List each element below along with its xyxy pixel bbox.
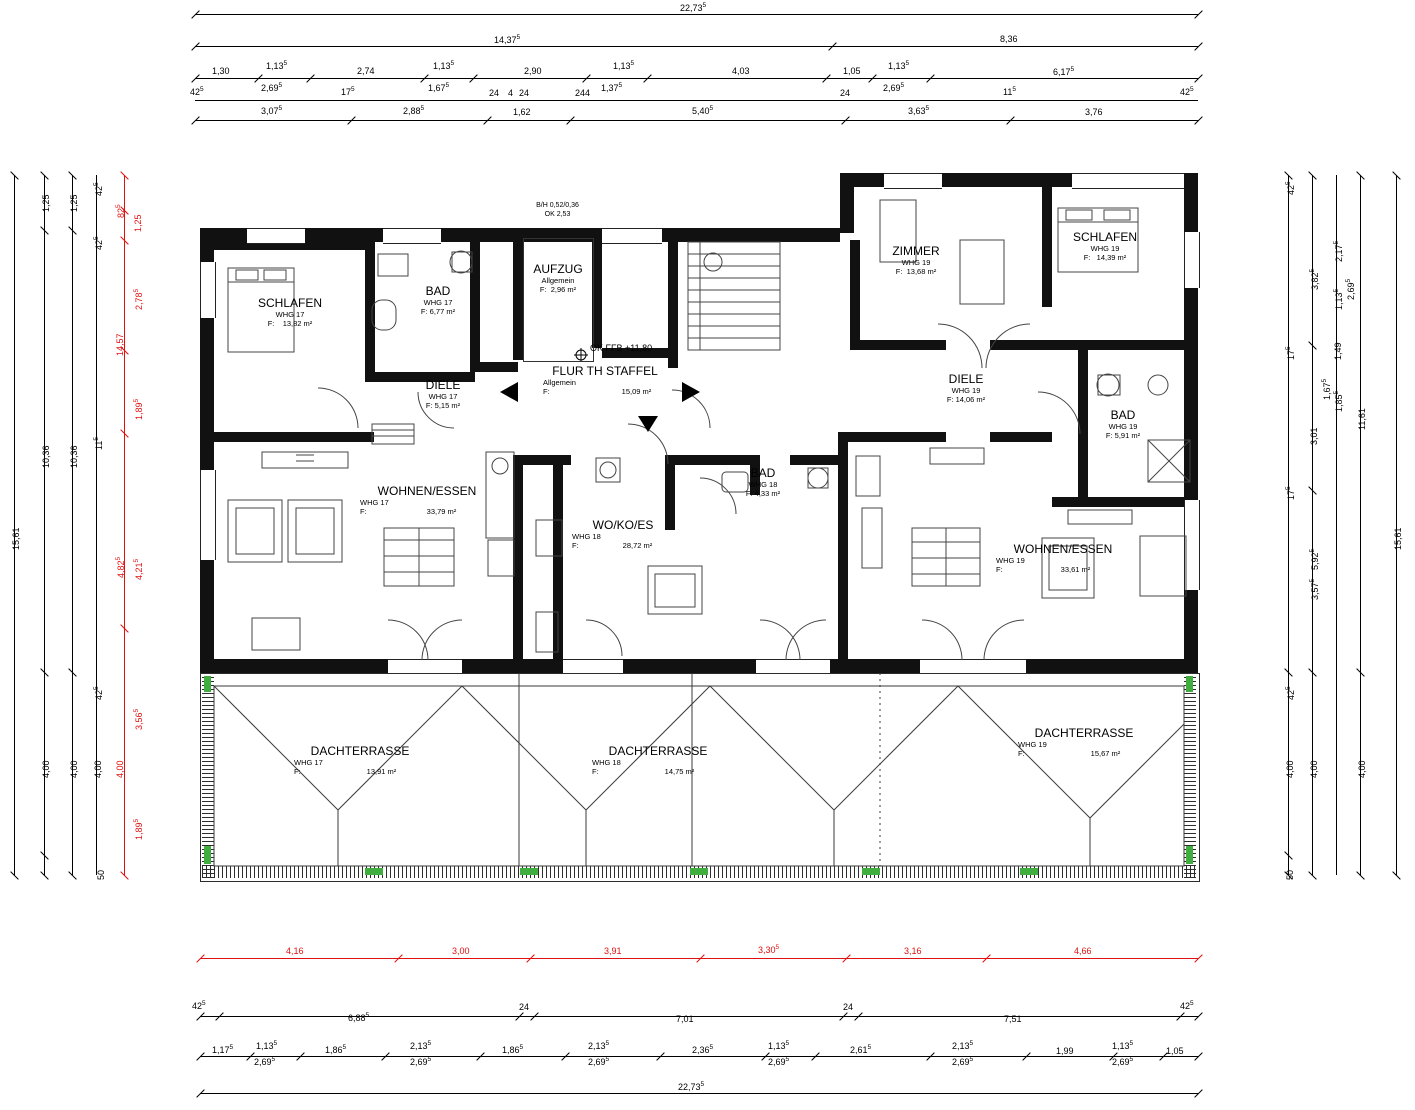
room-label-aufzug bbox=[503, 262, 613, 294]
area-label: F: bbox=[360, 507, 367, 516]
dim-bottom-2695-c: 2,69$^5$ bbox=[588, 1056, 610, 1067]
dim-right-425-b: $42^5$ bbox=[1285, 686, 1296, 700]
dim-top-130: 1,30 bbox=[212, 66, 230, 76]
wall-interior-h10 bbox=[1052, 340, 1184, 350]
dim-right-301: 3,01 bbox=[1309, 427, 1319, 445]
dim-left-425-b: $42^5$ bbox=[93, 236, 104, 250]
dim-line-top-4 bbox=[195, 100, 1198, 101]
dim-bottom-2695-f: 2,69$^5$ bbox=[1112, 1056, 1134, 1067]
dim-top-162: 1,62 bbox=[513, 107, 531, 117]
dim-bottom-391: 3,91 bbox=[604, 946, 622, 956]
dim-bottom-199: 1,99 bbox=[1056, 1046, 1074, 1056]
dim-left-1036-a: 10,36 bbox=[41, 445, 51, 468]
room-name: WOHNEN/ESSEN bbox=[377, 484, 477, 498]
dim-top-1375: 1,37$^5$ bbox=[601, 82, 623, 93]
room-name: DIELE bbox=[948, 372, 984, 386]
level-note-text: OK FFB +11,80 bbox=[590, 343, 653, 353]
dim-left-50-a: 50 bbox=[96, 869, 106, 880]
dim-right-50: 50 bbox=[1285, 869, 1295, 880]
wall-interior-h1 bbox=[214, 432, 374, 442]
wall-interior-h3 bbox=[470, 362, 518, 372]
room-area-row bbox=[230, 319, 350, 328]
room-area-row bbox=[868, 267, 964, 276]
window-top-5 bbox=[1072, 173, 1184, 189]
dim-top-24-c: 24 bbox=[840, 88, 851, 98]
area-value: 5,91 m² bbox=[1114, 431, 1141, 440]
dim-bottom-1175: 1,17$^5$ bbox=[212, 1044, 234, 1055]
dim-right-425-a: $42^5$ bbox=[1285, 181, 1296, 195]
area-label: F: bbox=[539, 285, 547, 294]
dim-bottom-6885: 6,88$^5$ bbox=[348, 1012, 370, 1023]
room-label-schlafen-17 bbox=[230, 296, 350, 328]
dim-bottom-425-a: $42^5$ bbox=[192, 1000, 206, 1011]
room-name: SCHLAFEN bbox=[1072, 230, 1137, 244]
area-value: 13,68 m² bbox=[906, 267, 937, 276]
area-label: F: bbox=[946, 395, 954, 404]
dim-line-bottom-3 bbox=[200, 1056, 1198, 1057]
room-name: FLUR TH STAFFEL bbox=[552, 364, 658, 378]
terrace-marker-4 bbox=[1186, 846, 1193, 864]
dim-top-1675: 1,67$^5$ bbox=[428, 82, 450, 93]
room-area-row bbox=[525, 387, 685, 396]
room-label-bad-19 bbox=[1078, 408, 1168, 440]
room-area-row bbox=[718, 489, 808, 498]
dim-right-1561: 15,61 bbox=[1393, 527, 1403, 550]
terrace-block bbox=[200, 673, 1200, 882]
dim-bottom-416: 4,16 bbox=[286, 946, 304, 956]
terrace-marker-8 bbox=[862, 868, 880, 875]
room-unit: WHG 18 bbox=[748, 480, 778, 489]
room-unit: Allgemein bbox=[541, 276, 575, 285]
room-unit: Allgemein bbox=[543, 378, 576, 387]
dim-bottom-751: 7,51 bbox=[1004, 1014, 1022, 1024]
dim-line-top-5 bbox=[195, 120, 1198, 121]
dim-left-400-red: 4,00 bbox=[115, 760, 125, 778]
dim-bottom-1865-b: 1,86$^5$ bbox=[502, 1044, 524, 1055]
room-name: DACHTERRASSE bbox=[608, 744, 708, 758]
room-unit: WHG 17 bbox=[423, 298, 453, 307]
dim-top-24-a: 24 bbox=[489, 88, 500, 98]
dim-line-left-1 bbox=[14, 175, 15, 875]
room-label-wokoes-18 bbox=[558, 518, 688, 550]
area-value: 13,91 m² bbox=[366, 767, 397, 776]
dim-left-425-a: $42^5$ bbox=[93, 182, 104, 196]
room-label-wohnen-essen-17 bbox=[352, 484, 502, 516]
dim-top-3635: 3,63$^5$ bbox=[908, 105, 930, 116]
area-value: 13,82 m² bbox=[282, 319, 313, 328]
dim-left-400-c: 4,00 bbox=[93, 760, 103, 778]
dim-bottom-300: 3,00 bbox=[452, 946, 470, 956]
room-area-row bbox=[558, 541, 688, 550]
dim-left-4825-red: 4,82$^5$ bbox=[115, 556, 126, 578]
dim-bottom-2695-e: 2,69$^5$ bbox=[952, 1056, 974, 1067]
terrace-marker-5 bbox=[365, 868, 383, 875]
room-unit: WHG 19 bbox=[1108, 422, 1138, 431]
dim-top-1135-d: 1,13$^5$ bbox=[888, 60, 910, 71]
room-name: WO/KO/ES bbox=[592, 518, 654, 532]
dim-top-1437: 14,37$^5$ bbox=[494, 34, 521, 45]
dim-left-1561: 15,61 bbox=[11, 527, 21, 550]
room-unit: WHG 19 bbox=[1018, 740, 1047, 749]
dim-top-total: 22,73$^5$ bbox=[680, 2, 707, 13]
elevator-shaft bbox=[523, 238, 594, 362]
area-value: 28,72 m² bbox=[622, 541, 653, 550]
dim-top-1135-a: 1,13$^5$ bbox=[266, 60, 288, 71]
dim-left-1036-b: 10,36 bbox=[69, 445, 79, 468]
dim-left-400-b: 4,00 bbox=[69, 760, 79, 778]
area-value: 4,33 m² bbox=[754, 489, 781, 498]
room-name: BAD bbox=[1110, 408, 1136, 422]
window-right-1 bbox=[1184, 232, 1200, 288]
wall-bottom-outer bbox=[200, 659, 1198, 673]
area-label: F: bbox=[294, 767, 301, 776]
room-label-dachterrasse-17 bbox=[272, 744, 448, 776]
dim-bottom-316: 3,16 bbox=[904, 946, 922, 956]
area-value: 14,06 m² bbox=[955, 395, 986, 404]
dim-top-274: 2,74 bbox=[357, 66, 375, 76]
room-name: BAD bbox=[750, 466, 776, 480]
area-label: F: bbox=[745, 489, 753, 498]
wall-interior-h8 bbox=[850, 340, 946, 350]
area-label: F: bbox=[572, 541, 579, 550]
room-area-row bbox=[352, 507, 502, 516]
area-value: 6,77 m² bbox=[429, 307, 456, 316]
room-area-row bbox=[503, 285, 613, 294]
elevator-note bbox=[500, 202, 615, 220]
dim-bottom-2135-a: 2,13$^5$ bbox=[410, 1040, 432, 1051]
dim-bottom-3305: 3,30$^5$ bbox=[758, 944, 780, 955]
area-label: F: bbox=[543, 387, 550, 396]
room-label-diele-19 bbox=[916, 372, 1016, 404]
area-label: F: bbox=[895, 267, 903, 276]
dim-top-244: 244 bbox=[575, 88, 591, 98]
terrace-marker-9 bbox=[1020, 868, 1038, 875]
room-unit: WHG 17 bbox=[294, 758, 323, 767]
wall-interior-h7 bbox=[990, 432, 1052, 442]
dim-top-376: 3,76 bbox=[1085, 107, 1103, 117]
wall-interior-v3 bbox=[513, 228, 523, 360]
dim-line-right-5 bbox=[1396, 175, 1397, 875]
wall-right-step bbox=[840, 173, 854, 233]
room-area-row bbox=[272, 767, 448, 776]
dim-top-5405: 5,40$^5$ bbox=[692, 105, 714, 116]
dim-bottom-24-a: 24 bbox=[519, 1002, 530, 1012]
dim-bottom-466: 4,66 bbox=[1074, 946, 1092, 956]
dim-top-425-a: $42^5$ bbox=[190, 86, 204, 97]
dim-bottom-1135-a: 1,13$^5$ bbox=[256, 1040, 278, 1051]
dim-left-425-c: $42^5$ bbox=[93, 686, 104, 700]
room-label-dachterrasse-19 bbox=[996, 726, 1172, 758]
room-area-row bbox=[570, 767, 746, 776]
dim-top-290: 2,90 bbox=[524, 66, 542, 76]
wall-interior-v10 bbox=[838, 432, 848, 662]
room-name: ZIMMER bbox=[892, 244, 940, 258]
dim-top-2695-a: 2,69$^5$ bbox=[261, 82, 283, 93]
terrace-marker-2 bbox=[1186, 676, 1193, 692]
dim-line-top-3 bbox=[195, 78, 1198, 79]
dim-right-1161: 11,61 bbox=[1357, 408, 1367, 430]
dim-top-175: $17^5$ bbox=[341, 86, 355, 97]
elevator-note-line2: OK 2,53 bbox=[544, 210, 571, 218]
wall-interior-h9 bbox=[990, 340, 1052, 350]
room-area-row bbox=[996, 749, 1172, 758]
dim-bottom-2695-d: 2,69$^5$ bbox=[768, 1056, 790, 1067]
dim-top-115: $11^5$ bbox=[1003, 86, 1016, 97]
area-value: 14,39 m² bbox=[1096, 253, 1127, 262]
area-value: 33,61 m² bbox=[1060, 565, 1091, 574]
room-label-diele-17 bbox=[398, 378, 488, 410]
area-value: 5,15 m² bbox=[434, 401, 461, 410]
dim-right-1135: 1,13$^5$ bbox=[1333, 288, 1344, 310]
room-label-dachterrasse-18 bbox=[570, 744, 746, 776]
elevator-note-line1: B/H 0,52/0,36 bbox=[536, 202, 579, 209]
room-unit: WHG 18 bbox=[572, 532, 601, 541]
dim-right-3825: 3,82$^5$ bbox=[1309, 268, 1320, 290]
dim-bottom-2695-b: 2,69$^5$ bbox=[410, 1056, 432, 1067]
room-label-bad-17 bbox=[388, 284, 488, 316]
room-unit: WHG 19 bbox=[901, 258, 931, 267]
terrace-marker-6 bbox=[520, 868, 538, 875]
room-unit: WHG 19 bbox=[996, 556, 1025, 565]
dim-top-4: 4 bbox=[508, 88, 514, 98]
dim-right-175-a: $17^5$ bbox=[1285, 346, 1296, 360]
area-value: 2,96 m² bbox=[550, 285, 577, 294]
terrace-marker-1 bbox=[204, 676, 211, 692]
dim-right-2695-b: 2,69$^5$ bbox=[1345, 278, 1356, 300]
dim-bottom-2615: 2,61$^5$ bbox=[850, 1044, 872, 1055]
room-label-bad-18 bbox=[718, 466, 808, 498]
dim-bottom-1865-a: 1,86$^5$ bbox=[325, 1044, 347, 1055]
window-top-3 bbox=[602, 228, 662, 244]
dim-top-2695-b: 2,69$^5$ bbox=[883, 82, 905, 93]
window-top-1 bbox=[247, 228, 305, 244]
dim-right-5925: 5,92$^5$ bbox=[1309, 548, 1320, 570]
area-label: F: bbox=[996, 565, 1003, 574]
wall-interior-v7 bbox=[553, 455, 563, 665]
room-label-flur-staffel bbox=[525, 364, 685, 396]
dim-top-105: 1,05 bbox=[843, 66, 861, 76]
dim-top-617: 6,17$^5$ bbox=[1053, 66, 1075, 77]
dim-left-825-red: $82^5$ bbox=[115, 204, 126, 218]
room-name: SCHLAFEN bbox=[257, 296, 322, 310]
dim-top-1135-c: 1,13$^5$ bbox=[613, 60, 635, 71]
room-unit: WHG 18 bbox=[592, 758, 621, 767]
area-label: F: bbox=[1018, 749, 1025, 758]
dim-left-125-red: 1,25 bbox=[133, 214, 143, 232]
dim-left-125-b: 1,25 bbox=[69, 194, 79, 212]
room-name: DACHTERRASSE bbox=[1034, 726, 1134, 740]
room-label-wohnen-essen-19 bbox=[988, 542, 1138, 574]
level-note bbox=[590, 343, 652, 353]
terrace-marker-3 bbox=[204, 846, 211, 864]
room-area-row bbox=[916, 395, 1016, 404]
dim-top-425-b: $42^5$ bbox=[1180, 86, 1194, 97]
terrace-marker-7 bbox=[690, 868, 708, 875]
dim-left-2785-red: 2,78$^5$ bbox=[133, 288, 144, 310]
dim-right-1675: 1,67$^5$ bbox=[1321, 378, 1332, 400]
area-value: 14,75 m² bbox=[664, 767, 695, 776]
dim-bottom-701: 7,01 bbox=[676, 1014, 694, 1024]
dim-top-403: 4,03 bbox=[732, 66, 750, 76]
dim-bottom-24-b: 24 bbox=[843, 1002, 854, 1012]
window-left-1 bbox=[200, 262, 216, 318]
wall-interior-v1 bbox=[365, 242, 375, 382]
window-right-2 bbox=[1184, 500, 1200, 590]
room-unit: WHG 19 bbox=[951, 386, 981, 395]
window-left-2 bbox=[200, 470, 216, 560]
room-area-row bbox=[398, 401, 488, 410]
wall-interior-h6 bbox=[848, 432, 946, 442]
dim-left-125-a: 1,25 bbox=[41, 194, 51, 212]
dim-top-1135-b: 1,13$^5$ bbox=[433, 60, 455, 71]
area-value: 15,67 m² bbox=[1090, 749, 1121, 758]
room-unit: WHG 17 bbox=[360, 498, 389, 507]
room-name: DACHTERRASSE bbox=[310, 744, 410, 758]
area-label: F: bbox=[592, 767, 599, 776]
wall-interior-h5 bbox=[790, 455, 846, 465]
room-area-row bbox=[388, 307, 488, 316]
dim-bottom-2365: 2,36$^5$ bbox=[692, 1044, 714, 1055]
dim-right-2175: 2,17$^5$ bbox=[1333, 240, 1344, 262]
dim-bottom-1135-b: 1,13$^5$ bbox=[768, 1040, 790, 1051]
area-label: F: bbox=[1083, 253, 1091, 262]
room-label-schlafen-19 bbox=[1050, 230, 1160, 262]
dim-bottom-2135-c: 2,13$^5$ bbox=[952, 1040, 974, 1051]
dim-line-bottom-total bbox=[200, 1093, 1198, 1094]
area-value: 15,09 m² bbox=[621, 387, 652, 396]
dim-bottom-total: 22,73$^5$ bbox=[678, 1081, 705, 1092]
wall-interior-h4 bbox=[665, 455, 757, 465]
dim-right-400-a: 4,00 bbox=[1285, 760, 1295, 778]
wall-interior-h12 bbox=[513, 455, 571, 465]
dim-left-400-a: 4,00 bbox=[41, 760, 51, 778]
wall-interior-v6 bbox=[513, 455, 523, 665]
dim-line-right-3 bbox=[1336, 175, 1337, 875]
area-value: 33,79 m² bbox=[426, 507, 457, 516]
dim-line-top-total bbox=[195, 14, 1198, 15]
room-name: BAD bbox=[425, 284, 451, 298]
dim-right-400-c: 4,00 bbox=[1357, 760, 1367, 778]
room-name: DIELE bbox=[425, 378, 461, 392]
dim-bottom-1135-c: 1,13$^5$ bbox=[1112, 1040, 1134, 1051]
dim-line-top-2 bbox=[195, 46, 1198, 47]
dim-left-3565-red: 3,56$^5$ bbox=[133, 708, 144, 730]
wall-interior-h11 bbox=[1052, 497, 1184, 507]
dim-right-175-b: $17^5$ bbox=[1285, 486, 1296, 500]
room-name: AUFZUG bbox=[533, 262, 583, 276]
room-unit: WHG 17 bbox=[275, 310, 305, 319]
dim-left-1895-red-b: 1,89$^5$ bbox=[133, 818, 144, 840]
dim-left-115: $11^5$ bbox=[93, 437, 104, 450]
dim-right-3575: 3,57$^5$ bbox=[1309, 578, 1320, 600]
wall-interior-v5 bbox=[668, 228, 678, 368]
dim-left-1457-red: 14,57 bbox=[115, 333, 125, 356]
dim-bottom-105: 1,05 bbox=[1166, 1046, 1184, 1056]
dim-right-400-b: 4,00 bbox=[1309, 760, 1319, 778]
room-label-zimmer-19 bbox=[868, 244, 964, 276]
dim-left-4215-red: 4,21$^5$ bbox=[133, 558, 144, 580]
dim-bottom-425-b: $42^5$ bbox=[1180, 1000, 1194, 1011]
area-label: F: bbox=[420, 307, 428, 316]
room-area-row bbox=[1050, 253, 1160, 262]
dim-right-149: 1,49 bbox=[1333, 342, 1343, 360]
area-label: F: bbox=[1105, 431, 1113, 440]
dim-right-1855: 1,85$^5$ bbox=[1333, 390, 1344, 412]
room-area-row bbox=[1078, 431, 1168, 440]
room-name: WOHNEN/ESSEN bbox=[1013, 542, 1113, 556]
area-label: F: bbox=[425, 401, 433, 410]
window-top-4 bbox=[884, 173, 942, 189]
dim-bottom-2695-a: 2,69$^5$ bbox=[254, 1056, 276, 1067]
window-top-2 bbox=[383, 228, 441, 244]
dim-bottom-2135-b: 2,13$^5$ bbox=[588, 1040, 610, 1051]
room-area-row bbox=[988, 565, 1138, 574]
area-label: F: bbox=[267, 319, 275, 328]
dim-top-2885: 2,88$^5$ bbox=[403, 105, 425, 116]
wall-interior-v11 bbox=[850, 240, 860, 350]
room-unit: WHG 17 bbox=[428, 392, 458, 401]
dim-top-3075: 3,07$^5$ bbox=[261, 105, 283, 116]
dim-top-24-b: 24 bbox=[519, 88, 530, 98]
dim-left-1895-red-a: 1,89$^5$ bbox=[133, 398, 144, 420]
room-unit: WHG 19 bbox=[1090, 244, 1120, 253]
dim-top-836: 8,36 bbox=[1000, 34, 1018, 44]
